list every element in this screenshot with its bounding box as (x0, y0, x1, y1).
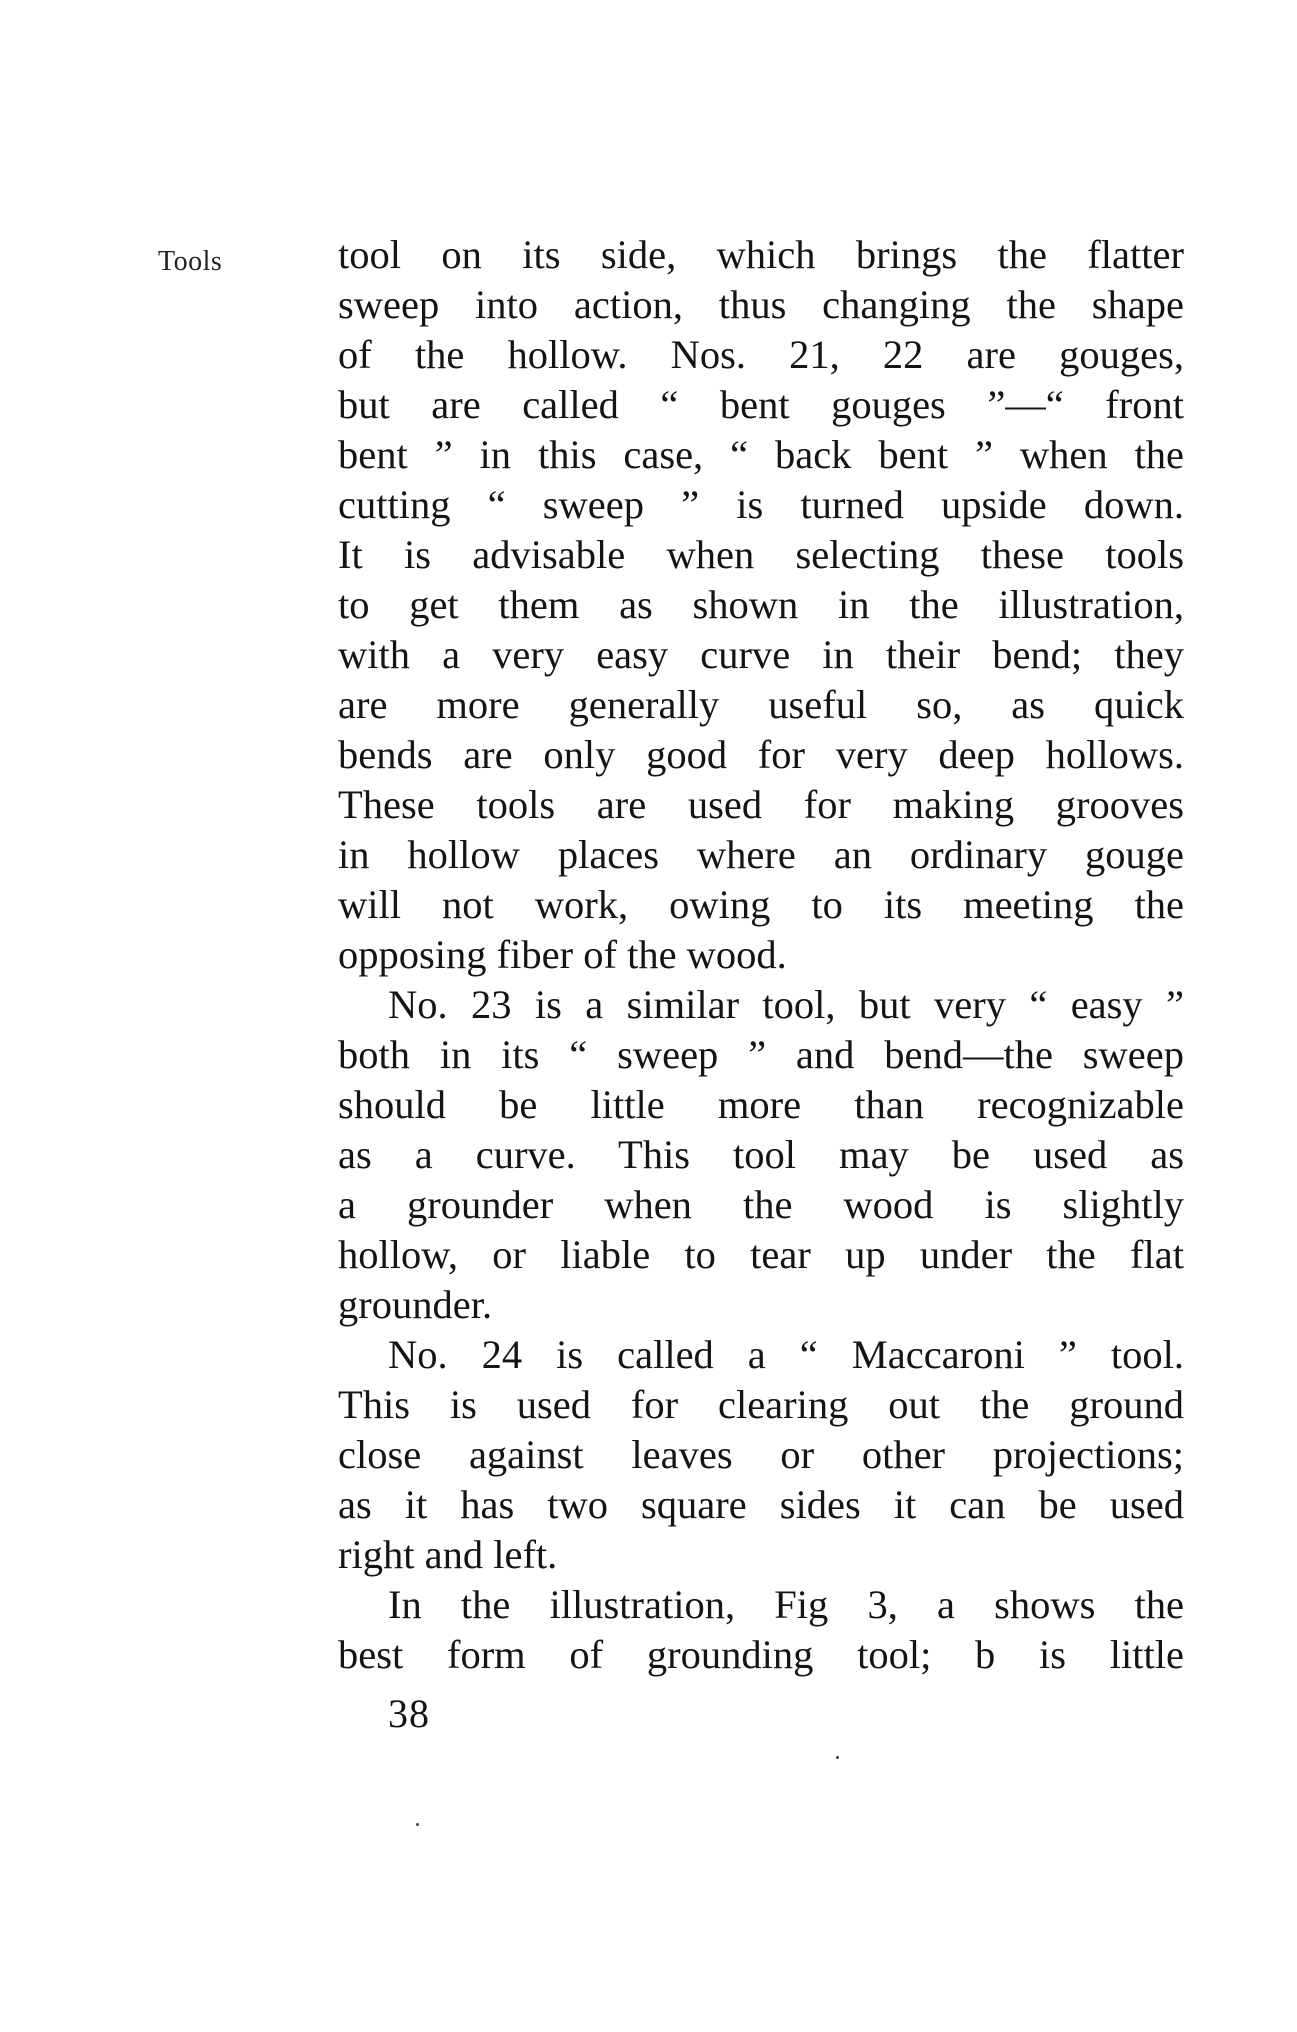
text-line: right and left. (338, 1532, 558, 1577)
text-line: tool on its side, which brings the flatter (338, 232, 1184, 277)
text-line: In the illustration, Fig 3, a shows the (388, 1582, 1184, 1627)
text-line: sweep into action, thus changing the shape (338, 282, 1184, 327)
text-line: should be little more than recognizable (338, 1082, 1184, 1127)
print-speck (416, 1823, 419, 1826)
text-line: No. 23 is a similar tool, but very “ easy ” (388, 982, 1184, 1027)
text-line: are more generally useful so, as quick (338, 682, 1184, 727)
body-text (338, 230, 1184, 1680)
text-line: These tools are used for making grooves (338, 782, 1184, 827)
text-line: cutting “ sweep ” is turned upside down. (338, 482, 1184, 527)
text-line: to get them as shown in the illustration, (338, 582, 1184, 627)
text-line: close against leaves or other projections; (338, 1432, 1184, 1477)
side-heading: Tools (158, 246, 223, 277)
text-line: both in its “ sweep ” and bend—the sweep (338, 1032, 1184, 1077)
text-line: with a very easy curve in their bend; they (338, 632, 1184, 677)
text-line: bent ” in this case, “ back bent ” when the (338, 432, 1184, 477)
text-line: as a curve. This tool may be used as (338, 1132, 1184, 1177)
text-line: will not work, owing to its meeting the (338, 882, 1184, 927)
text-line: This is used for clearing out the ground (338, 1382, 1184, 1427)
text-line: No. 24 is called a “ Maccaroni ” tool. (388, 1332, 1184, 1377)
text-line: as it has two square sides it can be used (338, 1482, 1184, 1527)
print-speck (836, 1756, 839, 1759)
text-line: a grounder when the wood is slightly (338, 1182, 1184, 1227)
page-number: 38 (388, 1691, 430, 1736)
text-line: in hollow places where an ordinary gouge (338, 832, 1184, 877)
text-line: opposing fiber of the wood. (338, 932, 787, 977)
text-line: best form of grounding tool; b is little (338, 1632, 1184, 1677)
text-line: bends are only good for very deep hollows. (338, 732, 1184, 777)
text-line: It is advisable when selecting these tools (338, 532, 1184, 577)
text-line: hollow, or liable to tear up under the flat (338, 1232, 1184, 1277)
text-line: but are called “ bent gouges ”—“ front (338, 382, 1184, 427)
text-line: grounder. (338, 1282, 493, 1327)
text-line: of the hollow. Nos. 21, 22 are gouges, (338, 332, 1184, 377)
